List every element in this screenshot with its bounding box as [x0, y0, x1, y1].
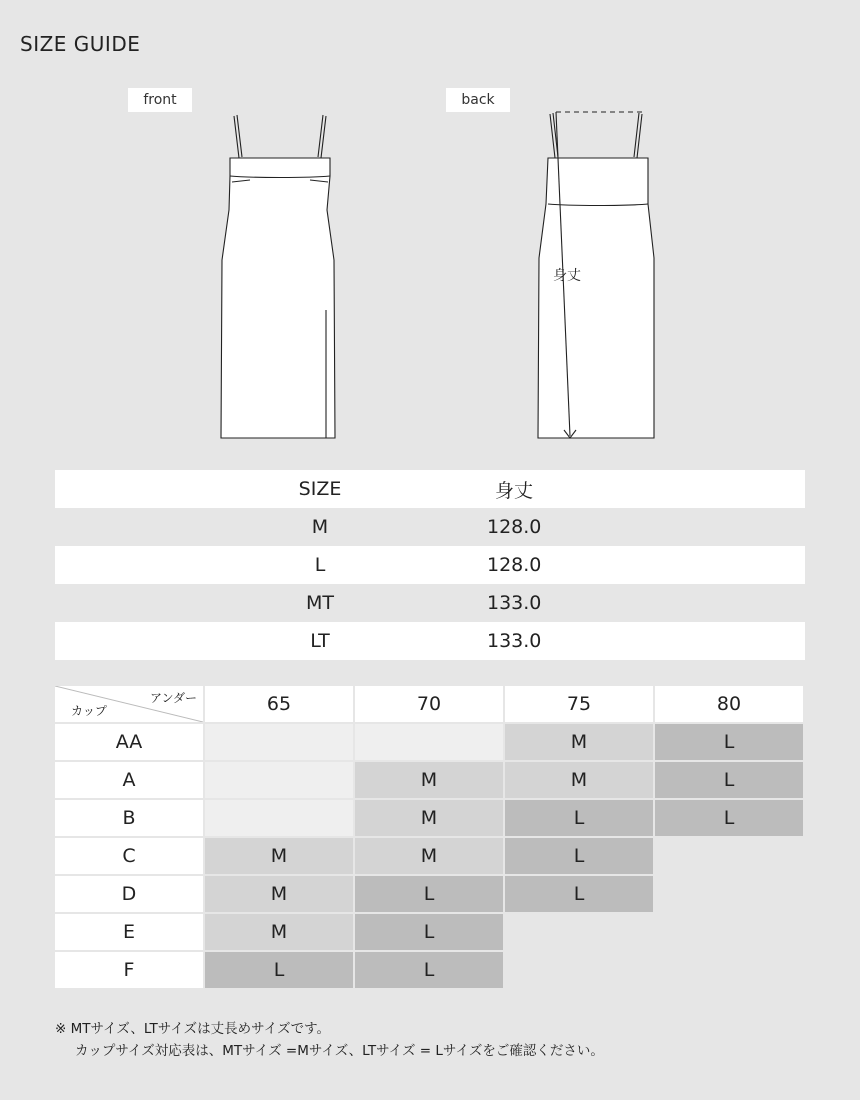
size-table-header: [55, 470, 805, 508]
size-cell: L: [505, 876, 653, 912]
size-cell: [205, 762, 353, 798]
under-header: 75: [505, 686, 653, 722]
length-cell: 133.0: [487, 630, 542, 652]
length-cell: 128.0: [487, 516, 542, 538]
size-cell: L: [655, 724, 803, 760]
size-cell: L: [355, 952, 503, 988]
size-cell: L: [205, 952, 353, 988]
size-cell: L: [505, 838, 653, 874]
under-header: 80: [655, 686, 803, 722]
back-label: back: [446, 88, 510, 112]
note-line: カップサイズ対応表は、MTサイズ =Mサイズ、LTサイズ = Lサイズをご確認ください。: [75, 1043, 604, 1059]
size-cell: M: [355, 838, 503, 874]
notes: [55, 1018, 604, 1062]
cup-cell: B: [55, 800, 203, 836]
table-row: [55, 508, 805, 546]
table-row: [55, 952, 805, 990]
size-table: [55, 470, 805, 660]
size-cell: [655, 952, 803, 988]
size-cell: [205, 724, 353, 760]
under-header: 65: [205, 686, 353, 722]
table-row: [55, 800, 805, 838]
cup-size-table: [55, 686, 805, 990]
size-cell: LT: [310, 630, 330, 652]
size-cell: L: [314, 554, 326, 576]
table-row: [55, 914, 805, 952]
size-cell: M: [355, 800, 503, 836]
table-row: [55, 546, 805, 584]
size-cell: L: [505, 800, 653, 836]
size-cell: M: [311, 516, 329, 538]
size-cell: M: [205, 914, 353, 950]
header-length: 身丈: [495, 479, 534, 502]
size-cell: L: [355, 876, 503, 912]
cup-cell: AA: [55, 724, 203, 760]
table-row: [55, 622, 805, 660]
page-title: SIZE GUIDE: [20, 32, 141, 56]
size-cell: [655, 838, 803, 874]
size-cell: [655, 914, 803, 950]
cup-label: カップ: [71, 704, 107, 718]
back-dress-illustration: [530, 108, 670, 443]
header-size: SIZE: [298, 478, 342, 500]
size-cell: M: [505, 762, 653, 798]
size-cell: [505, 952, 653, 988]
under-label: アンダー: [149, 691, 197, 705]
table-row: [55, 876, 805, 914]
length-cell: 133.0: [487, 592, 542, 614]
note-line: ※ MTサイズ、LTサイズは丈長めサイズです。: [55, 1021, 330, 1037]
size-cell: L: [655, 762, 803, 798]
size-cell: [655, 876, 803, 912]
cup-cell: C: [55, 838, 203, 874]
cup-cell: F: [55, 952, 203, 988]
measure-label: 身丈: [553, 268, 581, 284]
length-cell: 128.0: [487, 554, 542, 576]
size-cell: M: [205, 838, 353, 874]
cup-table-header: [55, 686, 805, 724]
table-row: [55, 838, 805, 876]
size-cell: MT: [306, 592, 334, 614]
size-cell: M: [505, 724, 653, 760]
front-label: front: [128, 88, 192, 112]
size-cell: L: [355, 914, 503, 950]
front-dress-illustration: [210, 110, 350, 445]
table-row: [55, 724, 805, 762]
size-cell: [505, 914, 653, 950]
size-cell: [205, 800, 353, 836]
cup-cell: A: [55, 762, 203, 798]
size-cell: [355, 724, 503, 760]
corner-cell: [55, 686, 203, 722]
size-cell: M: [205, 876, 353, 912]
cup-cell: D: [55, 876, 203, 912]
cup-cell: E: [55, 914, 203, 950]
size-cell: L: [655, 800, 803, 836]
size-cell: M: [355, 762, 503, 798]
table-row: [55, 762, 805, 800]
table-row: [55, 584, 805, 622]
under-header: 70: [355, 686, 503, 722]
